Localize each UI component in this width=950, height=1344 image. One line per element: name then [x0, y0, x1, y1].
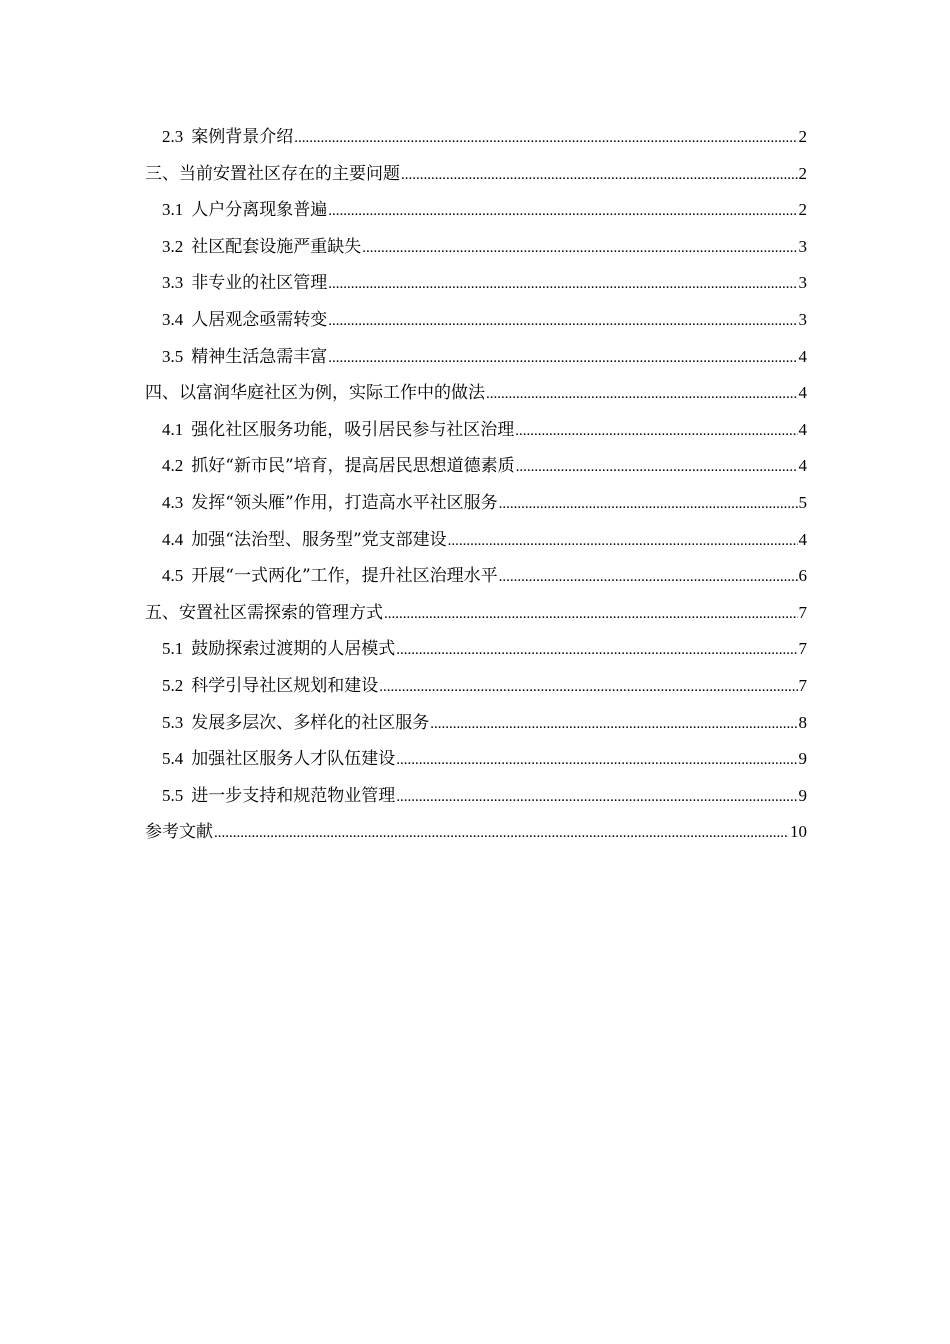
toc-entry-references[interactable] [145, 814, 807, 851]
toc-title: 案例背景介绍 [191, 127, 294, 147]
toc-dot-leader [384, 596, 798, 633]
toc-entry-3-1[interactable] [145, 192, 807, 229]
toc-page-number: 7 [798, 639, 807, 659]
toc-entry-4-2[interactable] [145, 448, 807, 485]
toc-section-number: 5.5 [162, 785, 184, 805]
toc-section-number: 4.4 [162, 529, 184, 549]
toc-title: 五、安置社区需探索的管理方式 [145, 602, 383, 623]
toc-entry-5-2[interactable] [145, 668, 807, 705]
toc-page-number: 4 [798, 529, 807, 549]
toc-page-number: 3 [798, 309, 807, 329]
toc-title: 非专业的社区管理 [191, 273, 328, 294]
toc-dot-leader [515, 413, 797, 450]
toc-entry-4-4[interactable] [145, 522, 807, 559]
toc-title: 人居观念亟需转变 [191, 309, 328, 330]
toc-entry-3-2[interactable] [145, 229, 807, 266]
toc-entry-3-5[interactable] [145, 339, 807, 376]
toc-entry-4-5[interactable] [145, 558, 807, 595]
toc-page-number: 9 [798, 785, 807, 805]
toc-entry-3-4[interactable] [145, 302, 807, 339]
toc-section-number: 3.1 [162, 200, 184, 220]
toc-section-number: 4.1 [162, 419, 184, 439]
toc-page-number: 2 [798, 163, 807, 183]
toc-title: 强化社区服务功能，吸引居民参与社区治理 [191, 419, 515, 440]
toc-section-number: 5.3 [162, 712, 184, 732]
toc-title: 三、当前安置社区存在的主要问题 [145, 163, 400, 184]
toc-title: 鼓励探索过渡期的人居模式 [191, 639, 396, 660]
toc-title: 人户分离现象普遍 [191, 200, 328, 221]
toc-page-number: 4 [798, 383, 807, 403]
toc-title: 加强社区服务人才队伍建设 [191, 749, 396, 770]
toc-section-number: 5.2 [162, 675, 184, 695]
toc-section-number: 4.5 [162, 566, 184, 586]
toc-page-number: 4 [798, 456, 807, 476]
table-of-contents [145, 119, 807, 851]
toc-dot-leader [448, 523, 798, 560]
toc-entry-2-3[interactable] [145, 119, 807, 156]
toc-page-number: 7 [798, 602, 807, 622]
toc-title: 抓好“新市民”培育，提高居民思想道德素质 [191, 456, 515, 477]
toc-entry-5-3[interactable] [145, 705, 807, 742]
toc-dot-leader [430, 706, 797, 743]
toc-section-number: 3.5 [162, 346, 184, 366]
toc-page-number: 4 [798, 419, 807, 439]
toc-title: 开展“一式两化”工作，提升社区治理水平 [191, 566, 498, 587]
toc-title: 进一步支持和规范物业管理 [191, 785, 396, 806]
toc-entry-chapter-3[interactable] [145, 156, 807, 193]
toc-section-number: 3.2 [162, 236, 184, 256]
toc-entry-chapter-4[interactable] [145, 375, 807, 412]
toc-dot-leader [401, 157, 798, 194]
toc-page-number: 3 [798, 236, 807, 256]
toc-entry-5-1[interactable] [145, 631, 807, 668]
toc-title: 科学引导社区规划和建设 [191, 675, 379, 696]
toc-dot-leader [499, 559, 798, 596]
toc-section-number: 5.4 [162, 749, 184, 769]
toc-dot-leader [328, 340, 797, 377]
toc-title: 精神生活急需丰富 [191, 346, 328, 367]
toc-entry-3-3[interactable] [145, 265, 807, 302]
toc-dot-leader [214, 815, 789, 852]
toc-dot-leader [499, 486, 798, 523]
toc-entry-5-4[interactable] [145, 741, 807, 778]
toc-section-number: 4.2 [162, 456, 184, 476]
toc-title: 参考文献 [145, 822, 213, 843]
toc-entry-4-3[interactable] [145, 485, 807, 522]
toc-title: 加强“法治型、服务型”党支部建设 [191, 529, 447, 550]
toc-page-number: 10 [790, 822, 807, 842]
toc-dot-leader [516, 449, 798, 486]
toc-dot-leader [328, 266, 797, 303]
toc-page-number: 9 [798, 749, 807, 769]
toc-page-number: 3 [798, 273, 807, 293]
toc-page-number: 8 [798, 712, 807, 732]
toc-dot-leader [379, 669, 797, 706]
toc-section-number: 4.3 [162, 492, 184, 512]
toc-page-number: 6 [798, 566, 807, 586]
toc-title: 四、以富润华庭社区为例，实际工作中的做法 [145, 383, 485, 404]
toc-dot-leader [396, 779, 797, 816]
toc-dot-leader [294, 120, 797, 157]
toc-entry-4-1[interactable] [145, 412, 807, 449]
toc-section-number: 3.4 [162, 309, 184, 329]
toc-page-number: 2 [798, 127, 807, 146]
toc-section-number: 5.1 [162, 639, 184, 659]
toc-title: 社区配套设施严重缺失 [191, 236, 362, 257]
toc-title: 发挥“领头雁”作用，打造高水平社区服务 [191, 492, 498, 513]
toc-entry-5-5[interactable] [145, 778, 807, 815]
toc-page-number: 2 [798, 200, 807, 220]
toc-dot-leader [396, 742, 797, 779]
toc-dot-leader [396, 632, 797, 669]
toc-page-number: 4 [798, 346, 807, 366]
toc-entry-chapter-5[interactable] [145, 595, 807, 632]
toc-dot-leader [328, 303, 797, 340]
toc-page-number: 7 [798, 675, 807, 695]
toc-dot-leader [328, 193, 797, 230]
toc-section-number: 2.3 [162, 127, 184, 146]
toc-dot-leader [362, 230, 797, 267]
toc-dot-leader [486, 376, 798, 413]
toc-section-number: 3.3 [162, 273, 184, 293]
toc-page-number: 5 [798, 492, 807, 512]
toc-title: 发展多层次、多样化的社区服务 [191, 712, 430, 733]
